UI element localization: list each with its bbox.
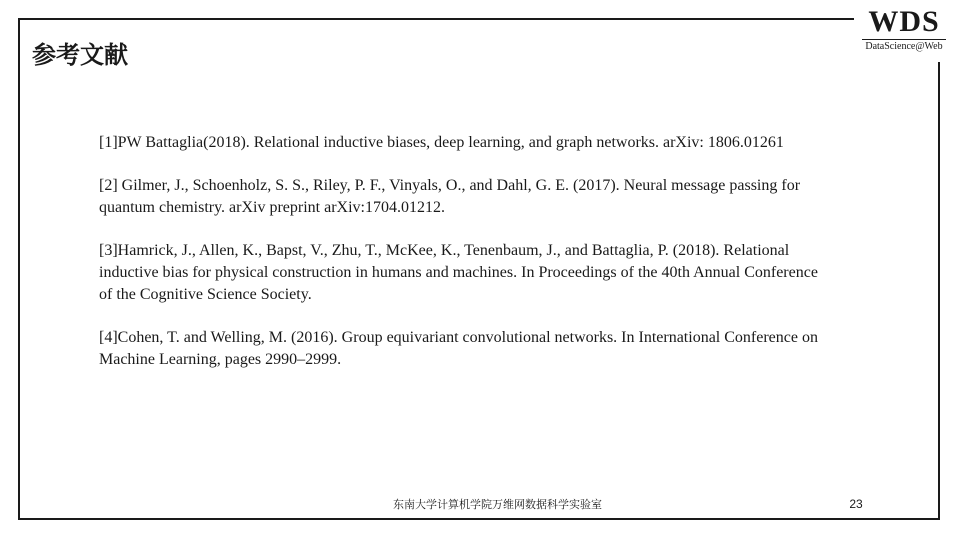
page-number: 23 xyxy=(849,497,863,511)
frame-bottom-border xyxy=(18,518,940,520)
wds-logo xyxy=(858,6,950,56)
footer-lab-name: 东南大学计算机学院万维网数据科学实验室 xyxy=(393,498,602,511)
reference-item-3: [3]Hamrick, J., Allen, K., Bapst, V., Zhu, T., McKee, K., Tenenbaum, J., and Battaglia, P. (2018). Relational inductive bias for physical construction in humans and machines. In Proceedings of the 40th Annual Conference of the Cognitive Science Society. xyxy=(99,242,818,303)
frame-left-border xyxy=(18,18,20,520)
reference-item-4: [4]Cohen, T. and Welling, M. (2016). Group equivariant convolutional networks. In International Conference on Machine Learning, pages 2990–2999. xyxy=(99,329,818,368)
reference-item-1: [1]PW Battaglia(2018). Relational inductive biases, deep learning, and graph networks. arXiv: 1806.01261 xyxy=(99,134,784,151)
reference-item-2: [2] Gilmer, J., Schoenholz, S. S., Riley, P. F., Vinyals, O., and Dahl, G. E. (2017). Neural message passing for quantum chemistry. arXiv preprint arXiv:1704.01212. xyxy=(99,177,801,216)
page-title: 参考文献 xyxy=(32,41,128,69)
reference-list xyxy=(99,132,819,392)
frame-top-border xyxy=(18,18,854,20)
logo-main-text: WDS xyxy=(868,5,940,38)
logo-divider xyxy=(862,39,946,40)
frame-right-border xyxy=(938,62,940,520)
logo-sub-text: DataScience@Web xyxy=(865,41,943,52)
